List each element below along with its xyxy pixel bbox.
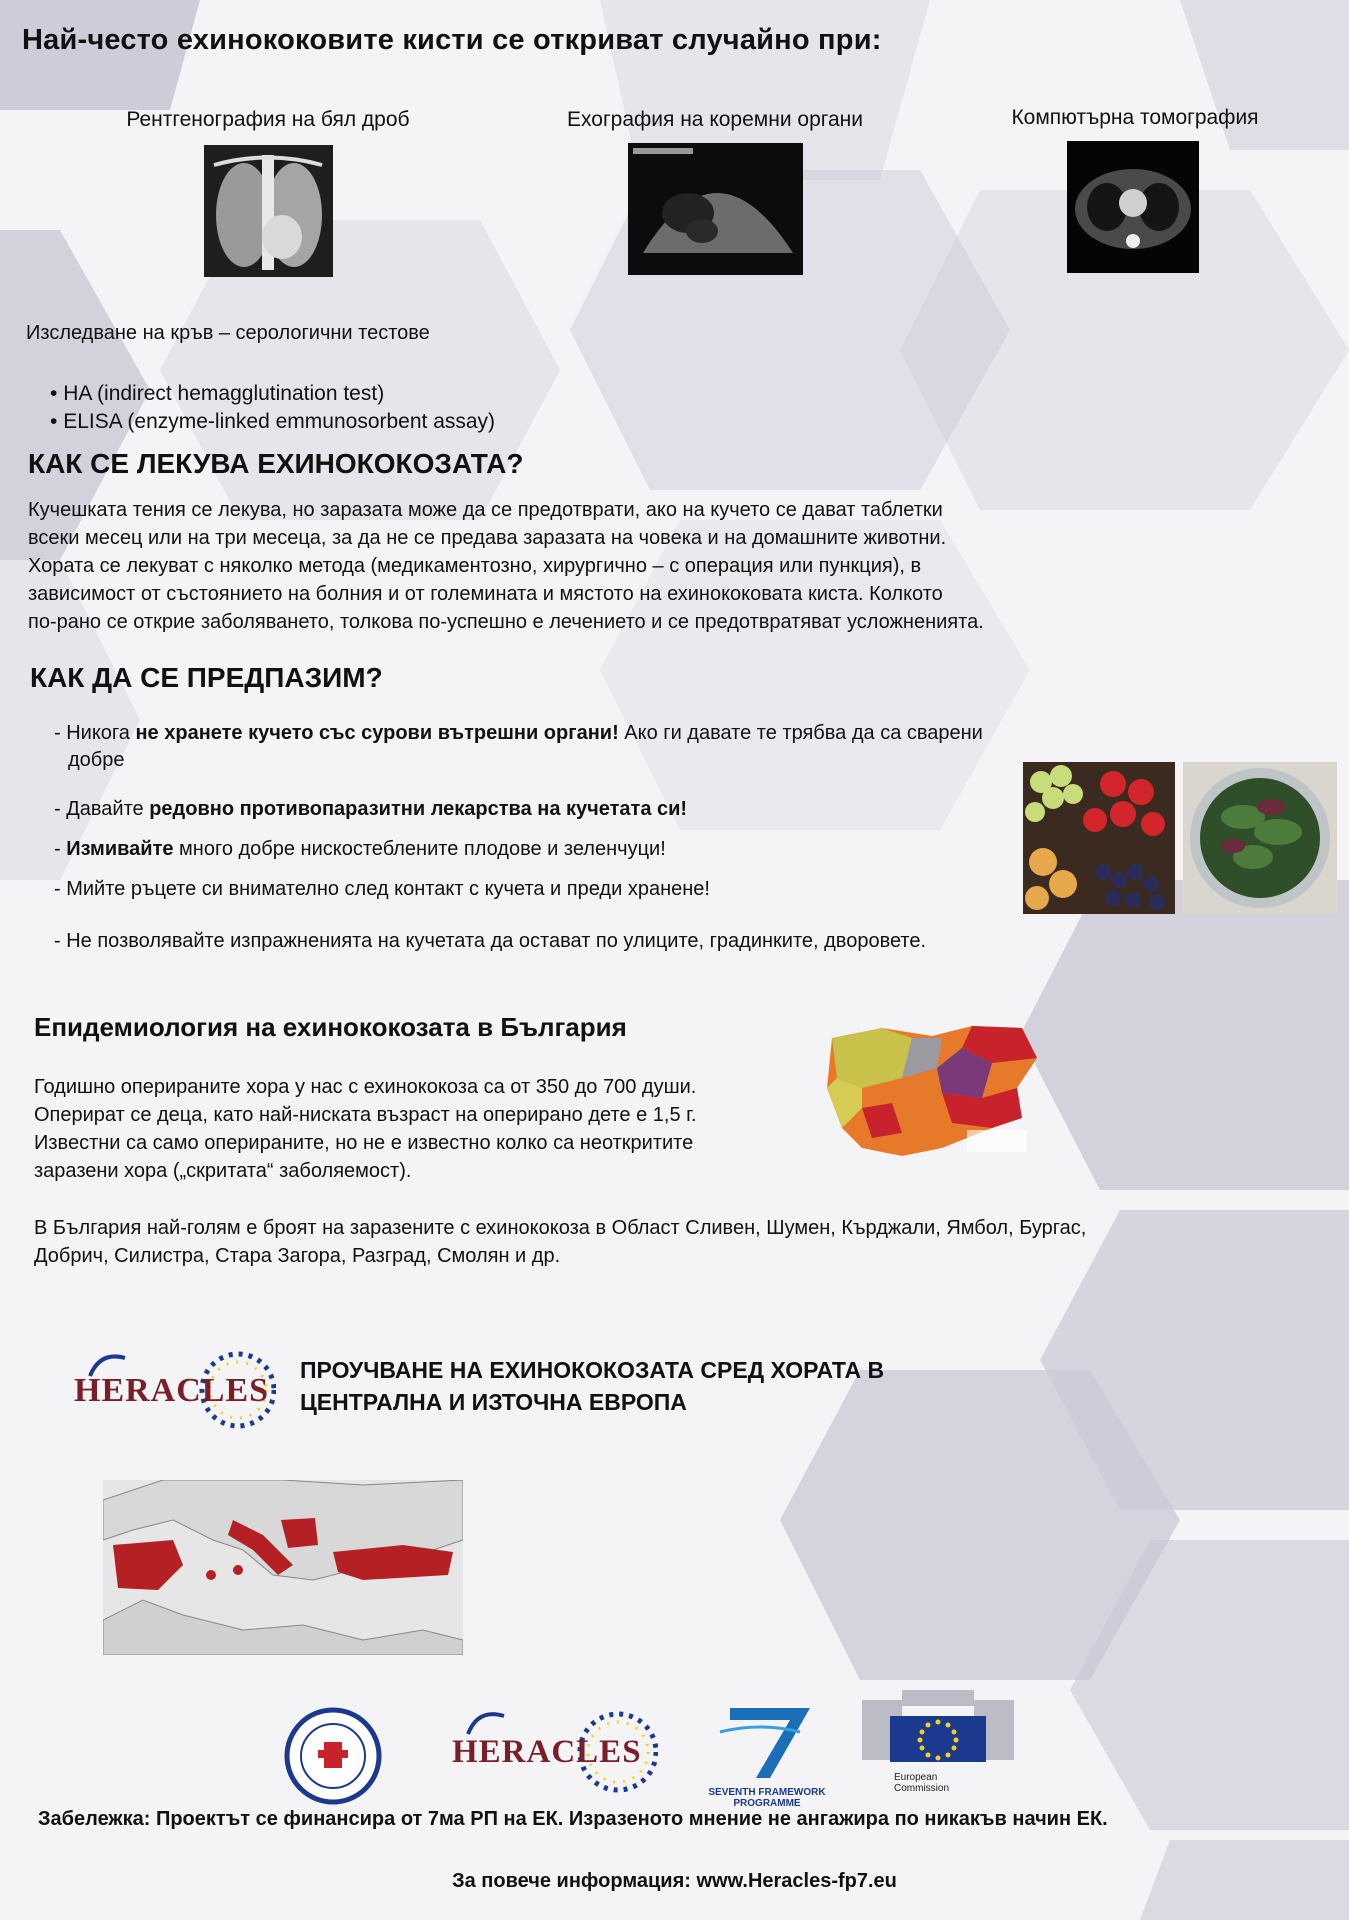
- ultrasound-image: [628, 143, 803, 275]
- caption-xray: Рентгенография на бял дроб: [126, 108, 410, 131]
- treatment-heading: КАК СЕ ЛЕКУВА ЕХИНОКОКОЗАТА?: [28, 448, 524, 479]
- european-commission-logo: [858, 1690, 1018, 1802]
- top-heading: Най-често ехинококовите кисти се откриват случайно при:: [22, 24, 882, 56]
- epidemiology-text: [34, 1073, 814, 1185]
- text-line: Оперират се деца, като най-ниската възраст на оперирано дете е 1,5 г.: [34, 1104, 697, 1126]
- bulgaria-map: [822, 1018, 1040, 1160]
- list-item: - Никога не хранете кучето със сурови вътрешни органи! Ако ги давате те трябва да са сварени добре: [54, 722, 983, 771]
- text-line: Известни са само оперираните, но не е известно колко са неоткритите: [34, 1132, 694, 1154]
- europe-map: [103, 1480, 463, 1655]
- list-item: • ELISA (enzyme-linked emmunosorbent assay): [50, 408, 495, 436]
- fp7-logo: [700, 1702, 834, 1808]
- prevention-heading: КАК ДА СЕ ПРЕДПАЗИМ?: [30, 662, 383, 693]
- heracles-logo: [70, 1346, 276, 1436]
- heracles-wordmark-small: HERACLES: [452, 1734, 642, 1770]
- regions-text: [34, 1214, 1314, 1270]
- list-item: - Не позволявайте изпражненията на кучетата да остават по улиците, градинките, дворовете.: [54, 930, 927, 952]
- epidemiology-heading: Епидемиология на ехинококозата в България: [34, 1012, 627, 1042]
- salad-photo: [1183, 762, 1337, 914]
- funding-note: Забележка: Проектът се финансира от 7ма РП на ЕК. Изразеното мнение не ангажира по никакъв начин ЕК.: [38, 1808, 1108, 1830]
- list-item: - Давайте редовно противопаразитни лекарства на кучетата си!: [54, 798, 688, 820]
- text-line: Кучешката тения се лекува, но заразата може да се предотврати, ако на кучето се дават таблетки: [28, 499, 943, 521]
- prevention-list: [54, 720, 1154, 960]
- text-line: Хората се лекуват с няколко метода (медикаментозно, хирургично – с операция или пункция), в: [28, 555, 922, 577]
- caption-ultrasound: Ехография на коремни органи: [567, 108, 863, 131]
- text-line: Годишно оперираните хора у нас с ехинококоза са от 350 до 700 души.: [34, 1076, 697, 1098]
- blood-tests-list: [50, 380, 495, 436]
- fp7-label: SEVENTH FRAMEWORK PROGRAMME: [708, 1787, 826, 1809]
- heracles-logo-small: [448, 1702, 658, 1802]
- ct-scan-image: [1067, 141, 1199, 273]
- text-line: по-рано се открие заболяването, толкова по-успешно е лечението и се предотвратяват усложненията.: [28, 611, 984, 633]
- list-item: - Измивайте много добре нискостеблените плодове и зеленчуци!: [54, 838, 666, 860]
- text-line: В България най-голям е броят на заразените с ехинококоза в Област Сливен, Шумен, Кърджали, Ямбол, Бургас,: [34, 1217, 1087, 1239]
- blood-tests-intro: Изследване на кръв – серологични тестове: [26, 322, 430, 344]
- university-seal-logo: [278, 1706, 388, 1806]
- heracles-wordmark: HERACLES: [74, 1372, 270, 1409]
- text-line: всеки месец или на три месеца, за да не се предава заразата на човека и на домашните животни.: [28, 527, 947, 549]
- text-line: Добрич, Силистра, Стара Загора, Разград, Смолян и др.: [34, 1245, 561, 1267]
- list-item: • HA (indirect hemagglutination test): [50, 380, 495, 408]
- text-line: зависимост от състоянието на болния и от големината и мястото на ехинококовата киста. Колкото: [28, 583, 943, 605]
- more-info: За повече информация: www.Heracles-fp7.eu: [452, 1870, 897, 1892]
- text-line: заразени хора („скритата“ заболяемост).: [34, 1160, 412, 1182]
- list-item: - Мийте ръцете си внимателно след контакт с кучета и преди хранене!: [54, 878, 710, 900]
- ec-label: European Commission: [894, 1772, 950, 1794]
- fruit-photo: [1023, 762, 1175, 914]
- caption-ct: Компютърна томография: [1011, 106, 1259, 129]
- treatment-text: [28, 496, 1288, 636]
- heracles-title: ПРОУЧВАНЕ НА ЕХИНОКОКОЗАТА СРЕД ХОРАТА В ЦЕНТРАЛНА И ИЗТОЧНА ЕВРОПА: [300, 1357, 885, 1415]
- chest-xray-image: [204, 145, 333, 277]
